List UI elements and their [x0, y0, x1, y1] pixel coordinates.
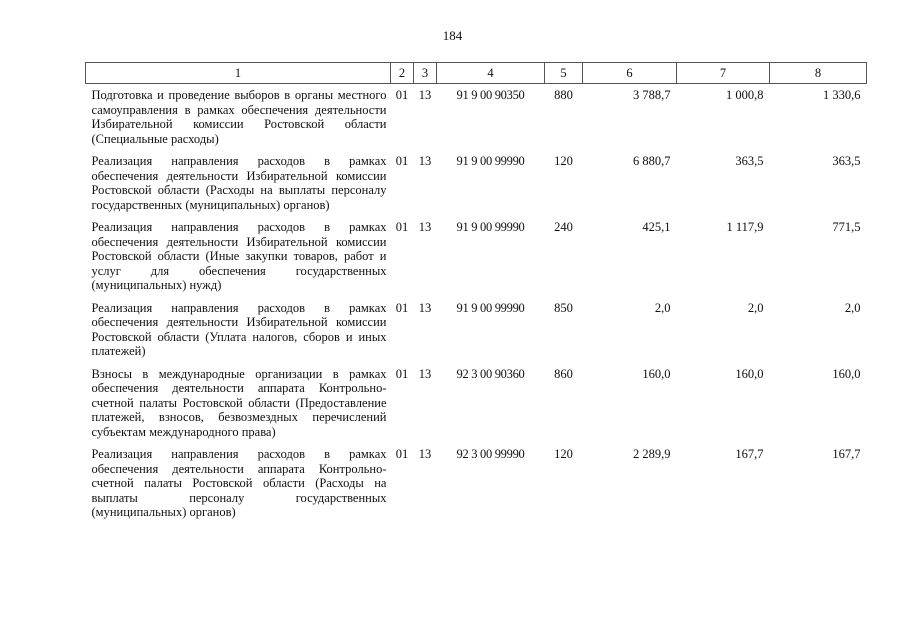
row-amount-2: 160,0	[735, 366, 764, 381]
header-col-3: 3	[414, 63, 437, 84]
row-target-code: 91 9 00 99990	[456, 300, 525, 315]
row-amount-1: 2 289,9	[633, 447, 671, 461]
row-amount-1: 425,1	[642, 220, 671, 234]
row-subsection: 13	[418, 366, 432, 381]
row-section: 01	[395, 154, 409, 168]
row-amount-3: 363,5	[832, 154, 861, 168]
row-amount-1: 160,0	[642, 366, 671, 381]
table-row	[86, 84, 867, 151]
row-amount-3: 1 330,6	[823, 88, 861, 102]
row-subsection: 13	[418, 88, 432, 102]
header-col-1: 1	[86, 63, 391, 84]
row-amount-2: 167,7	[735, 447, 764, 461]
row-amount-3: 2,0	[844, 300, 861, 315]
header-col-5: 5	[545, 63, 583, 84]
row-amount-2: 1 117,9	[726, 220, 764, 234]
table-row	[86, 297, 867, 363]
row-subsection: 13	[418, 300, 432, 315]
row-description: Взносы в международные организации в рамках обеспечения деятельности аппарата Контрольно-счетной палаты Ростовской области (Предоставление платежей, взносов, безвозмездных перечислений субъектам международного права)	[91, 366, 387, 439]
row-target-code: 91 9 00 90350	[456, 88, 525, 102]
row-expense-type: 860	[554, 366, 573, 381]
budget-table	[85, 62, 867, 524]
row-description: Реализация направления расходов в рамках обеспечения деятельности аппарата Контрольно-счетной палаты Ростовской области (Расходы на выплаты персоналу государственных (муниципальных) органов)	[91, 447, 387, 519]
table-row	[86, 216, 867, 297]
table-row	[86, 443, 867, 524]
row-section: 01	[395, 366, 409, 381]
row-expense-type: 850	[554, 300, 573, 315]
row-section: 01	[395, 300, 409, 315]
header-row	[86, 63, 867, 84]
row-expense-type: 120	[554, 154, 573, 168]
row-amount-2: 363,5	[735, 154, 764, 168]
row-target-code: 91 9 00 99990	[456, 154, 525, 168]
row-subsection: 13	[418, 154, 432, 168]
row-target-code: 92 3 00 99990	[456, 447, 525, 461]
header-col-6: 6	[583, 63, 677, 84]
row-section: 01	[395, 88, 409, 102]
header-col-4: 4	[437, 63, 545, 84]
page-number: 184	[442, 28, 463, 43]
row-amount-3: 771,5	[832, 220, 861, 234]
row-amount-3: 167,7	[832, 447, 861, 461]
table-row	[86, 150, 867, 216]
row-target-code: 92 3 00 90360	[456, 366, 525, 381]
row-description: Реализация направления расходов в рамках обеспечения деятельности Избирательной комиссии Ростовской области (Иные закупки товаров, работ и услуг для обеспечения государственных (муниципальных) нужд)	[91, 220, 387, 292]
row-description: Реализация направления расходов в рамках обеспечения деятельности Избирательной комиссии Ростовской области (Уплата налогов, сборов и иных платежей)	[91, 300, 387, 358]
header-col-8: 8	[770, 63, 867, 84]
row-subsection: 13	[418, 220, 432, 234]
row-section: 01	[395, 220, 409, 234]
row-expense-type: 880	[554, 88, 573, 102]
row-amount-3: 160,0	[832, 366, 861, 381]
row-amount-2: 1 000,8	[726, 88, 764, 102]
header-col-7: 7	[677, 63, 770, 84]
table-row	[86, 363, 867, 444]
row-target-code: 91 9 00 99990	[456, 220, 525, 234]
row-subsection: 13	[418, 447, 432, 461]
row-expense-type: 120	[554, 447, 573, 461]
row-section: 01	[395, 447, 409, 461]
row-amount-2: 2,0	[747, 300, 764, 315]
row-description: Реализация направления расходов в рамках обеспечения деятельности Избирательной комиссии Ростовской области (Расходы на выплаты персоналу государственных (муниципальных) органов)	[91, 154, 387, 212]
row-amount-1: 2,0	[654, 300, 671, 315]
row-expense-type: 240	[554, 220, 573, 234]
row-description: Подготовка и проведение выборов в органы местного самоуправления в рамках обеспечения деятельности Избирательной комиссии Ростовской области (Специальные расходы)	[91, 88, 387, 146]
header-col-2: 2	[391, 63, 414, 84]
row-amount-1: 3 788,7	[633, 88, 671, 102]
row-amount-1: 6 880,7	[633, 154, 671, 168]
